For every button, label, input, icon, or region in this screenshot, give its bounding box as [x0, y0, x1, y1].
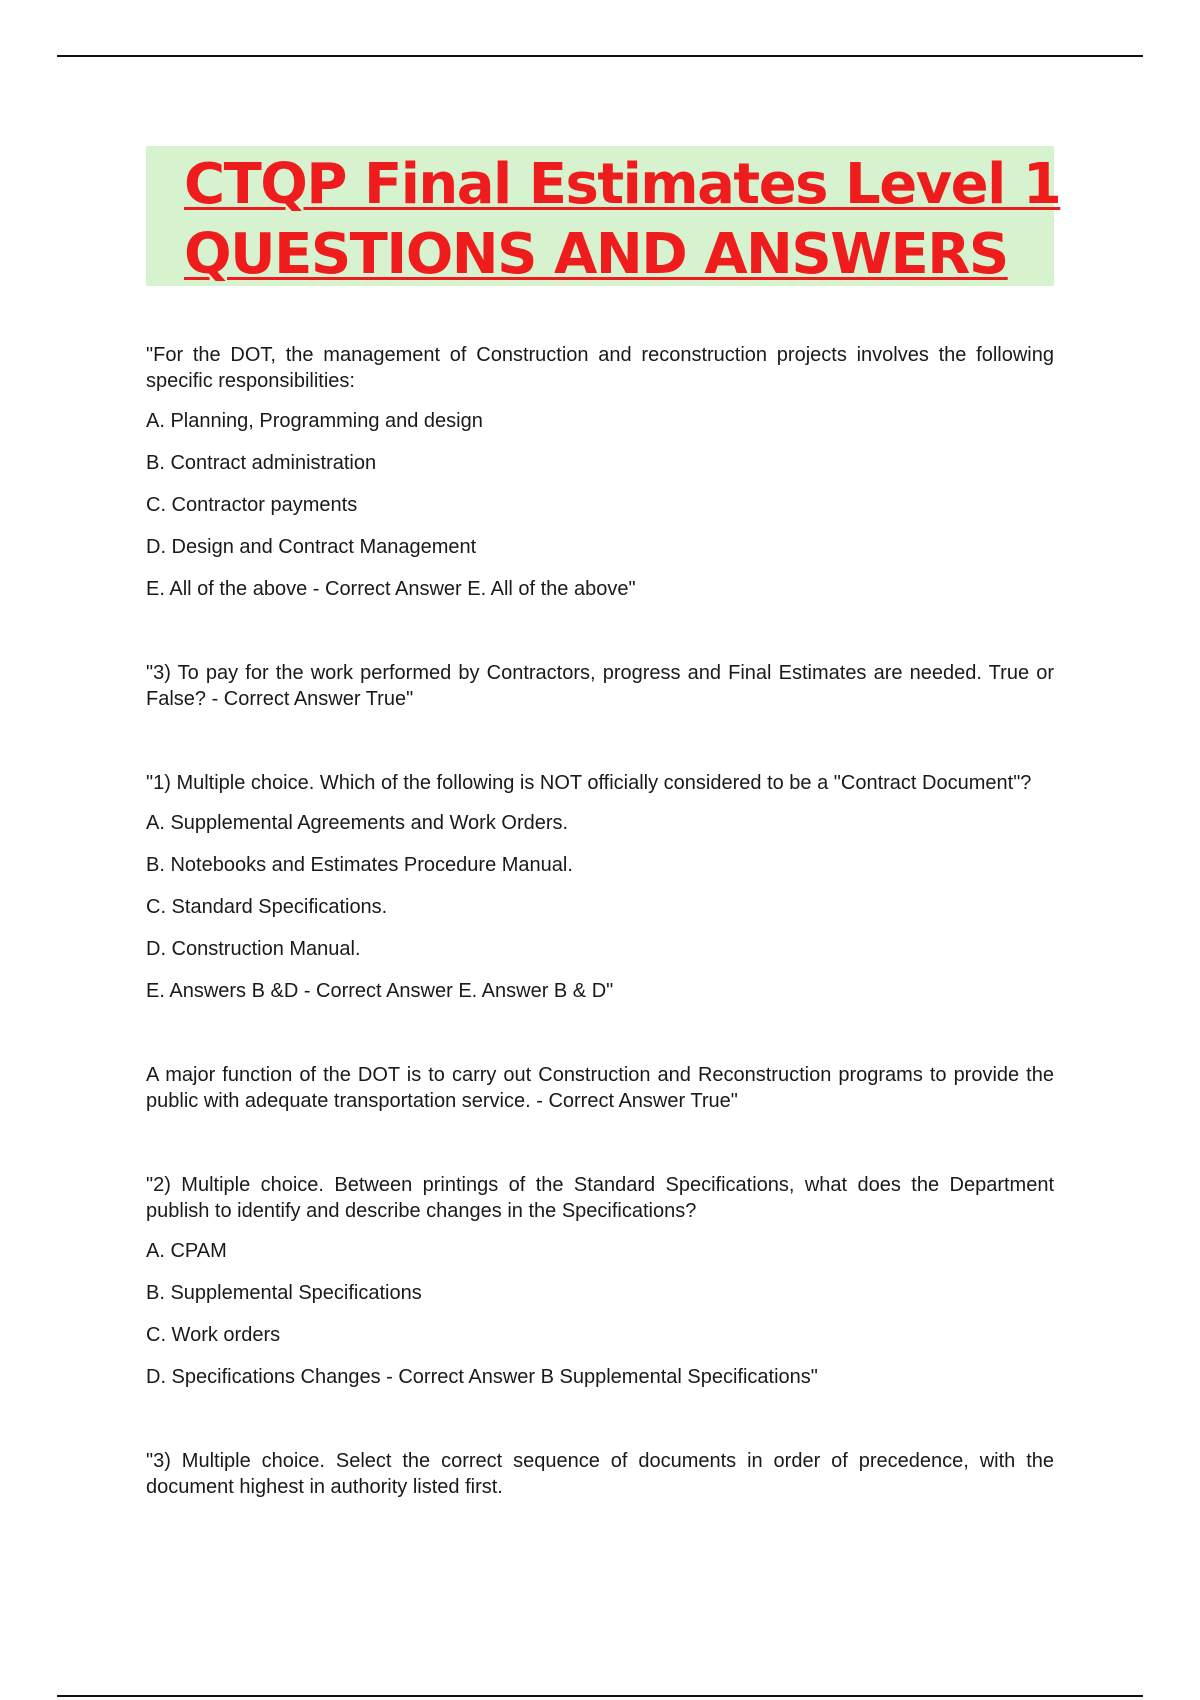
question-text: A major function of the DOT is to carry out Construction and Reconstruction programs to provide the public with adequate transportation service. - Correct Answer True": [146, 1064, 1054, 1112]
answer-option: A. Supplemental Agreements and Work Orders.: [146, 812, 569, 834]
answer-option: C. Work orders: [146, 1324, 281, 1346]
answer-option: B. Contract administration: [146, 452, 377, 474]
qa-block: [146, 1172, 1054, 1390]
question-text: "3) To pay for the work performed by Contractors, progress and Final Estimates are needed. True or False? - Correct Answer True": [146, 662, 1054, 710]
question-text: "2) Multiple choice. Between printings of the Standard Specifications, what does the Department publish to identify and describe changes in the Specifications?: [146, 1174, 1054, 1222]
answer-option: A. CPAM: [146, 1240, 227, 1262]
answer-option: E. Answers B &D - Correct Answer E. Answer B & D": [146, 980, 614, 1002]
answer-option: A. Planning, Programming and design: [146, 410, 483, 432]
answer-option: D. Specifications Changes - Correct Answer B Supplemental Specifications": [146, 1366, 818, 1388]
qa-content: [146, 342, 1054, 1514]
qa-block: [146, 770, 1054, 1004]
answer-option: D. Construction Manual.: [146, 938, 361, 960]
qa-block: [146, 660, 1054, 712]
question-text: "1) Multiple choice. Which of the following is NOT officially considered to be a "Contract Document"?: [146, 772, 1032, 794]
qa-block: [146, 342, 1054, 602]
question-text: "3) Multiple choice. Select the correct sequence of documents in order of precedence, with the document highest in authority listed first.: [146, 1450, 1054, 1498]
title-line-1: CTQP Final Estimates Level 1: [184, 152, 1061, 217]
answer-option: D. Design and Contract Management: [146, 536, 477, 558]
answer-option: E. All of the above - Correct Answer E. All of the above": [146, 578, 636, 600]
qa-block: [146, 1062, 1054, 1114]
answer-option: C. Standard Specifications.: [146, 896, 388, 918]
answer-option: B. Notebooks and Estimates Procedure Manual.: [146, 854, 573, 876]
footer-rule: [57, 1695, 1143, 1697]
answer-option: C. Contractor payments: [146, 494, 358, 516]
question-text: "For the DOT, the management of Construction and reconstruction projects involves the following specific responsibilities:: [146, 344, 1054, 392]
header-rule: [57, 55, 1143, 57]
answer-option: B. Supplemental Specifications: [146, 1282, 422, 1304]
qa-block: [146, 1448, 1054, 1500]
title-line-2: QUESTIONS AND ANSWERS: [184, 222, 1008, 287]
title-banner: [146, 146, 1061, 287]
